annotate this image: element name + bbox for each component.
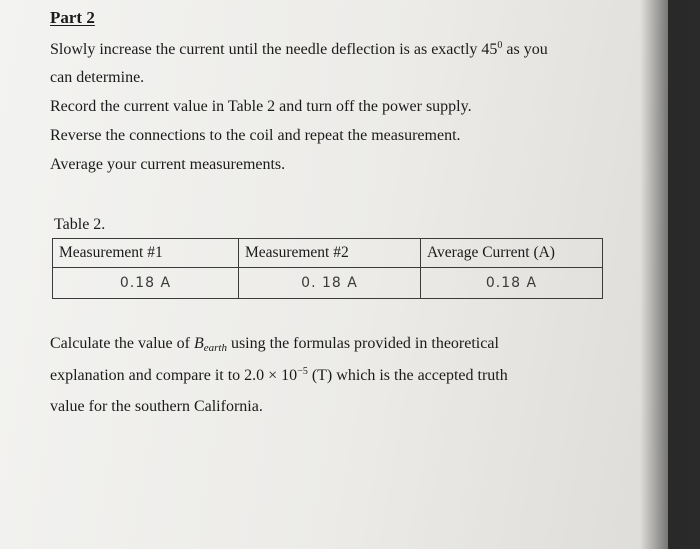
table-header-row (53, 239, 603, 268)
calculation-line-3: value for the southern California. (50, 398, 263, 415)
degree-superscript: 0 (497, 40, 503, 51)
instruction-text: as you (502, 41, 548, 58)
table-row (53, 268, 603, 299)
cell-average-current: 0.18 A (421, 268, 603, 299)
instruction-line-5: Average your current measurements. (50, 156, 286, 173)
header-average-current: Average Current (A) (421, 239, 603, 268)
calc-text: (T) which is the accepted truth (307, 367, 508, 384)
instruction-text: Slowly increase the current until the needle deflection is as exactly 45 (50, 41, 498, 58)
exponent-superscript: −5 (297, 366, 308, 377)
measurement-table (52, 238, 603, 299)
instruction-line-2: can determine. (50, 69, 145, 86)
cell-measurement-1: 0.18 A (53, 268, 239, 299)
calc-text: using the formulas provided in theoretical (226, 335, 499, 352)
instruction-line-1 (50, 41, 548, 59)
calc-text: explanation and compare it to 2.0 × 10 (50, 367, 298, 384)
cell-measurement-2: 0. 18 A (239, 268, 421, 299)
header-measurement-1: Measurement #1 (53, 239, 239, 268)
calculation-line-1 (50, 335, 499, 354)
instruction-line-4: Reverse the connections to the coil and repeat the measurement. (50, 127, 461, 144)
table-caption: Table 2. (54, 216, 106, 233)
b-earth-subscript: earth (203, 342, 227, 354)
b-earth-symbol: B (193, 335, 204, 352)
page-shadow (640, 0, 700, 549)
calc-text: Calculate the value of (50, 335, 194, 352)
header-measurement-2: Measurement #2 (239, 239, 421, 268)
instruction-line-3: Record the current value in Table 2 and turn off the power supply. (50, 98, 472, 115)
calculation-line-2 (50, 367, 508, 385)
part-title: Part 2 (50, 8, 95, 27)
